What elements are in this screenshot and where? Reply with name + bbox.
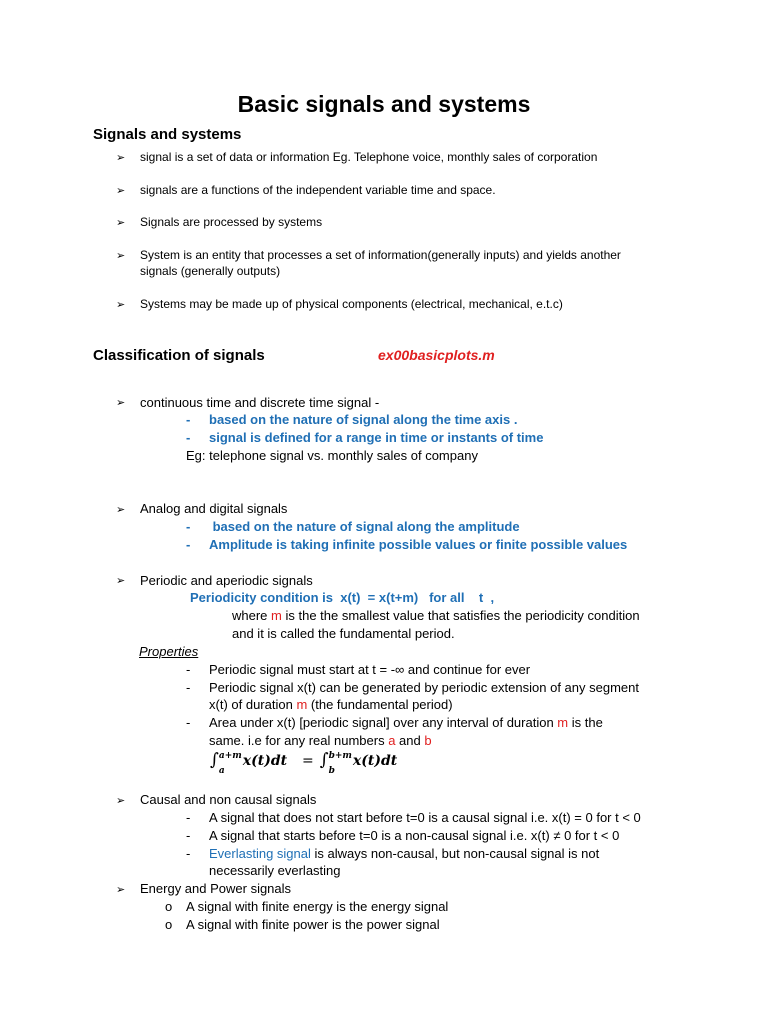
p2b-m: m [296, 697, 308, 712]
p3b-b: b [424, 733, 432, 748]
p3-pre: Area under x(t) [periodic signal] over any interval of duration [209, 715, 558, 730]
classification-item: Periodic and aperiodic signals [140, 573, 313, 588]
p3b-pre: same. i.e for any real numbers [209, 733, 389, 748]
integral-icon: ∫ [210, 750, 219, 770]
description-line: based on the nature of signal along the amplitude [209, 519, 520, 534]
section-heading-classification: Classification of signals [93, 347, 265, 364]
rhs-lower-limit: b [328, 766, 335, 776]
rhs-integrand: x(t)dt [352, 753, 398, 769]
bullet-text: System is an entity that processes a set of information(generally inputs) and yields another [140, 248, 621, 262]
bullet-text: signals are a functions of the independent variable time and space. [140, 183, 496, 197]
example-line: Eg: telephone signal vs. monthly sales of company [186, 448, 478, 463]
circle-bullet-icon: o [165, 917, 173, 932]
property-line-continuation [209, 697, 453, 712]
arrow-bullet-icon: ➢ [116, 299, 126, 311]
where-pre: where [232, 608, 272, 623]
section-heading-signals-systems: Signals and systems [93, 126, 242, 143]
classification-item: continuous time and discrete time signal - [140, 395, 380, 410]
equation [210, 750, 398, 776]
p2b-post: (the fundamental period) [307, 697, 453, 712]
arrow-bullet-icon: ➢ [116, 185, 126, 197]
arrow-bullet-icon: ➢ [116, 152, 126, 164]
arrow-bullet-icon: ➢ [116, 884, 126, 896]
circle-bullet-icon: o [165, 899, 173, 914]
lhs-upper-limit: a+m [218, 751, 242, 761]
p3b-and: and [395, 733, 425, 748]
causal-line [209, 846, 599, 861]
dash-icon: - [186, 519, 191, 534]
rhs-upper-limit: b+m [328, 751, 352, 761]
causal-line: A signal that starts before t=0 is a non-causal signal i.e. x(t) ≠ 0 for t < 0 [209, 828, 620, 843]
arrow-bullet-icon: ➢ [116, 397, 126, 409]
bullet-text-continuation: signals (generally outputs) [140, 264, 281, 278]
dash-icon: - [186, 412, 191, 427]
description-line: Amplitude is taking infinite possible values or finite possible values [209, 537, 628, 552]
dash-icon: - [186, 810, 191, 825]
property-line: Periodic signal must start at t = -∞ and continue for ever [209, 662, 531, 677]
classification-item: Analog and digital signals [140, 501, 288, 516]
bullet-text: Systems may be made up of physical components (electrical, mechanical, e.t.c) [140, 297, 563, 311]
lhs-integrand: x(t)dt [242, 753, 288, 769]
p3-post: is the [568, 715, 603, 730]
dash-icon: - [186, 846, 191, 861]
description-line: signal is defined for a range in time or instants of time [209, 430, 544, 445]
everlasting-signal-term: Everlasting signal [209, 846, 311, 861]
where-line [232, 608, 640, 623]
arrow-bullet-icon: ➢ [116, 575, 126, 587]
periodicity-condition: Periodicity condition is x(t) = x(t+m) for all t , [190, 590, 495, 605]
dash-icon: - [186, 715, 191, 730]
lhs-lower-limit: a [218, 766, 225, 776]
c3-post: is always non-causal, but non-causal signal is not [310, 846, 600, 861]
dash-icon: - [186, 828, 191, 843]
properties-label: Properties [139, 644, 199, 659]
description-line: based on the nature of signal along the time axis . [209, 412, 518, 427]
bullet-text: Signals are processed by systems [140, 215, 323, 229]
p2b-pre: x(t) of duration [209, 697, 297, 712]
causal-line-continuation: necessarily everlasting [209, 863, 341, 878]
where-post: is the the smallest value that satisfies the periodicity condition [281, 608, 640, 623]
causal-line: A signal that does not start before t=0 is a causal signal i.e. x(t) = 0 for t < 0 [209, 810, 641, 825]
property-line: Periodic signal x(t) can be generated by periodic extension of any segment [209, 680, 639, 695]
property-line [209, 715, 603, 730]
dash-icon: - [186, 430, 191, 445]
dash-icon: - [186, 680, 191, 695]
arrow-bullet-icon: ➢ [116, 795, 126, 807]
p3b-a: a [388, 733, 396, 748]
energy-line: A signal with finite energy is the energy signal [186, 899, 449, 914]
where-m: m [271, 608, 282, 623]
file-reference: ex00basicplots.m [378, 347, 495, 363]
page-title: Basic signals and systems [237, 91, 531, 117]
dash-icon: - [186, 662, 191, 677]
dash-icon: - [186, 537, 191, 552]
property-line-continuation [209, 733, 432, 748]
arrow-bullet-icon: ➢ [116, 217, 126, 229]
arrow-bullet-icon: ➢ [116, 250, 126, 262]
arrow-bullet-icon: ➢ [116, 504, 126, 516]
classification-item: Energy and Power signals [140, 881, 292, 896]
where-line-2: and it is called the fundamental period. [232, 626, 455, 641]
integral-icon: ∫ [319, 750, 329, 770]
equals-sign: = [301, 753, 314, 769]
power-line: A signal with finite power is the power signal [186, 917, 440, 932]
bullet-text: signal is a set of data or information Eg. Telephone voice, monthly sales of corporation [140, 150, 598, 164]
classification-item: Causal and non causal signals [140, 792, 317, 807]
p3-m: m [557, 715, 569, 730]
